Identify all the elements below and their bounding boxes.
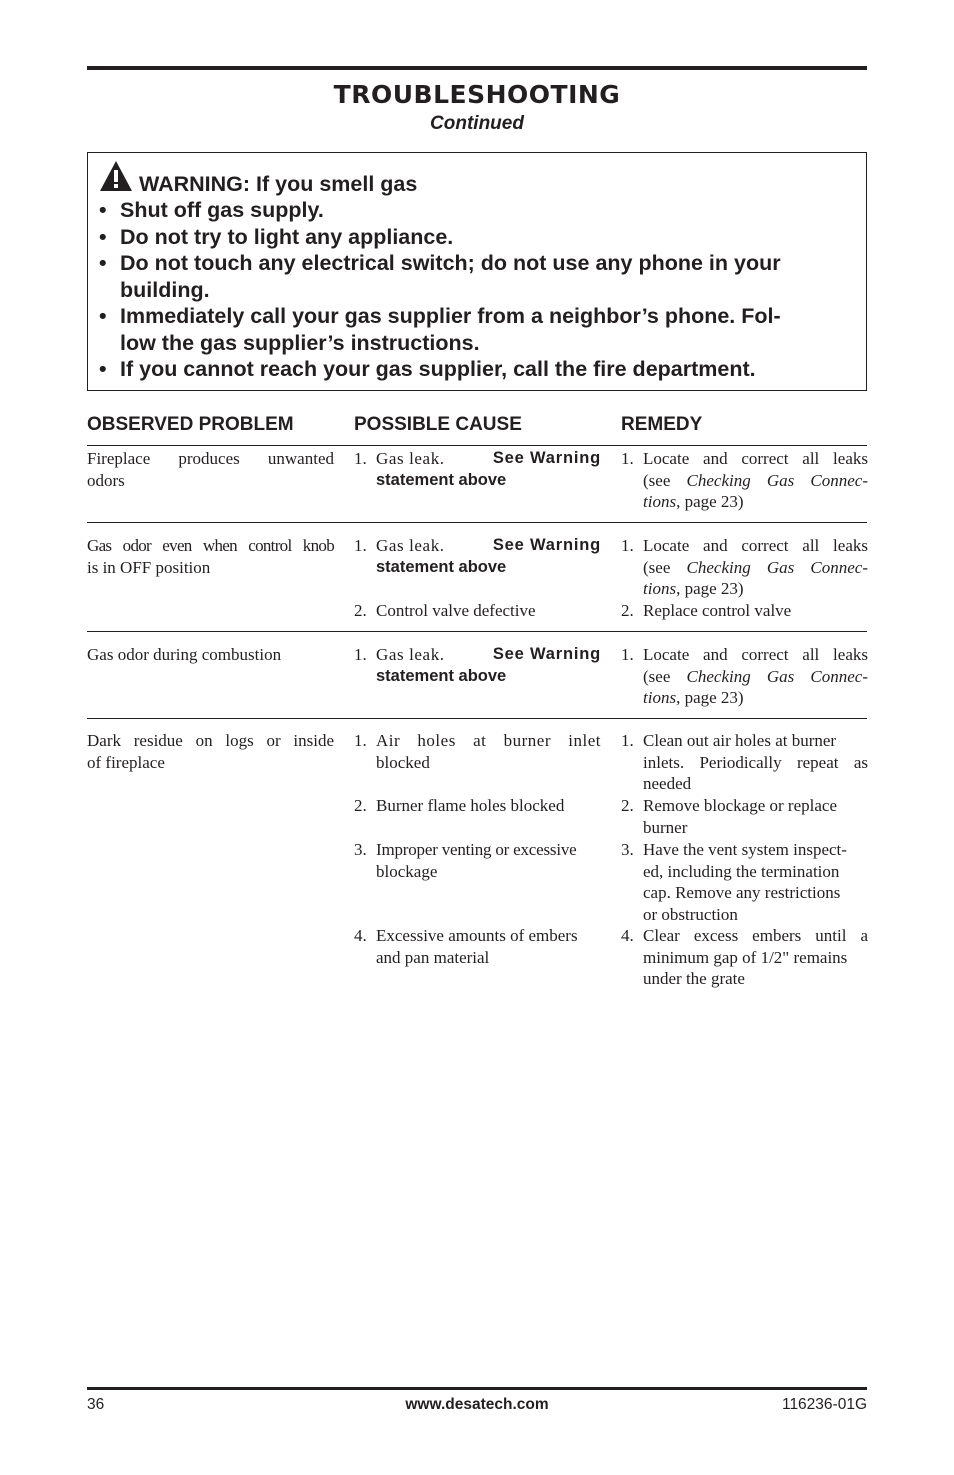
warning-line-4-cont: low the gas supplier’s instructions. <box>120 331 480 355</box>
header-possible-cause: POSSIBLE CAUSE <box>354 414 522 435</box>
bullet-5: • <box>99 357 107 381</box>
website-link[interactable]: www.desatech.com <box>405 1396 549 1413</box>
warning-line-4: Immediately call your gas supplier from a neighbor’s phone. Fol- <box>120 304 781 328</box>
warning-line-2: Do not try to light any appliance. <box>120 225 454 249</box>
header-remedy: REMEDY <box>621 414 703 435</box>
warning-line-5: If you cannot reach your gas supplier, call the fire department. <box>120 357 756 381</box>
bullet-4: • <box>99 304 107 328</box>
footer-rule <box>87 1387 867 1390</box>
page-subtitle: Continued <box>430 113 524 134</box>
warning-line-3: Do not touch any electrical switch; do not use any phone in your <box>120 251 781 275</box>
warning-box <box>87 152 867 391</box>
bullet-1: • <box>99 198 107 222</box>
header-observed-problem: OBSERVED PROBLEM <box>87 414 294 435</box>
row-divider <box>87 718 867 719</box>
header-rule <box>87 445 867 446</box>
warning-heading: WARNING: If you smell gas <box>139 172 418 196</box>
warning-line-1: Shut off gas supply. <box>120 198 324 222</box>
bullet-2: • <box>99 225 107 249</box>
warning-line-3-cont: building. <box>120 278 210 302</box>
top-rule <box>87 66 867 70</box>
problem-text: Gas odor during combustion <box>87 645 282 664</box>
document-number: 116236-01G <box>781 1396 867 1413</box>
problem-text: Fireplace produces unwanted odors <box>87 449 334 490</box>
warning-triangle-icon <box>99 160 133 192</box>
bullet-3: • <box>99 251 107 275</box>
row-divider <box>87 631 867 632</box>
page-title: TROUBLESHOOTING <box>333 80 621 109</box>
page-number: 36 <box>87 1396 105 1413</box>
problem-text: Dark residue on logs or inside of fireplace <box>87 731 334 772</box>
problem-text: Gas odor even when control knob is in OFF position <box>87 536 334 577</box>
page: TROUBLESHOOTING Continued WARNING: If you smell gas • Shut off gas supply. • Do not try to light any appliance. • Do not touch any electrical switch; do not use any phone in your building. • Immediately call your gas supplier from a neighbor’s phone. Fol- low the gas supplier’s instructions. • If you cannot reach your gas supplier, call the fire department. OBSERVED PROBLEM POSSIBLE CAUSE REMEDY Fireplace produces unwanted odors 1. Gas leak. See Warning statement above 1. Locate and correct all leaks (see Checking Gas Connec- tions, page 23) Gas odor even when control knob is in OFF position 1. Gas leak. See Warning statement above 2. Control valve defective 1. Locate and correct all leaks (see Checking Gas Connec- tions, page 23) 2. Replace control valve Gas odor during combustion 1. Gas leak. See Warning statement above 1. Locate and correct all leaks (see Checking Gas Connec- tions, page 23) Dark residue on logs or inside of fireplace 1. Air holes at burner inlet blocked 2. Burner flame holes blocked 3. Improper venting or excessive blockage 4. Excessive amounts of embers and pan material 1. Clean out air holes at burner inlets. Periodically repeat as needed 2. Remove blockage or replace burner 3. Have the vent system inspect- ed, including the termination cap. Remove any restrictions or obstruction 4. Clear excess embers until a minimum gap of 1/2" remains under the grate 36 www.desatech.com 116236-01G <box>87 0 867 1475</box>
row-divider <box>87 522 867 523</box>
